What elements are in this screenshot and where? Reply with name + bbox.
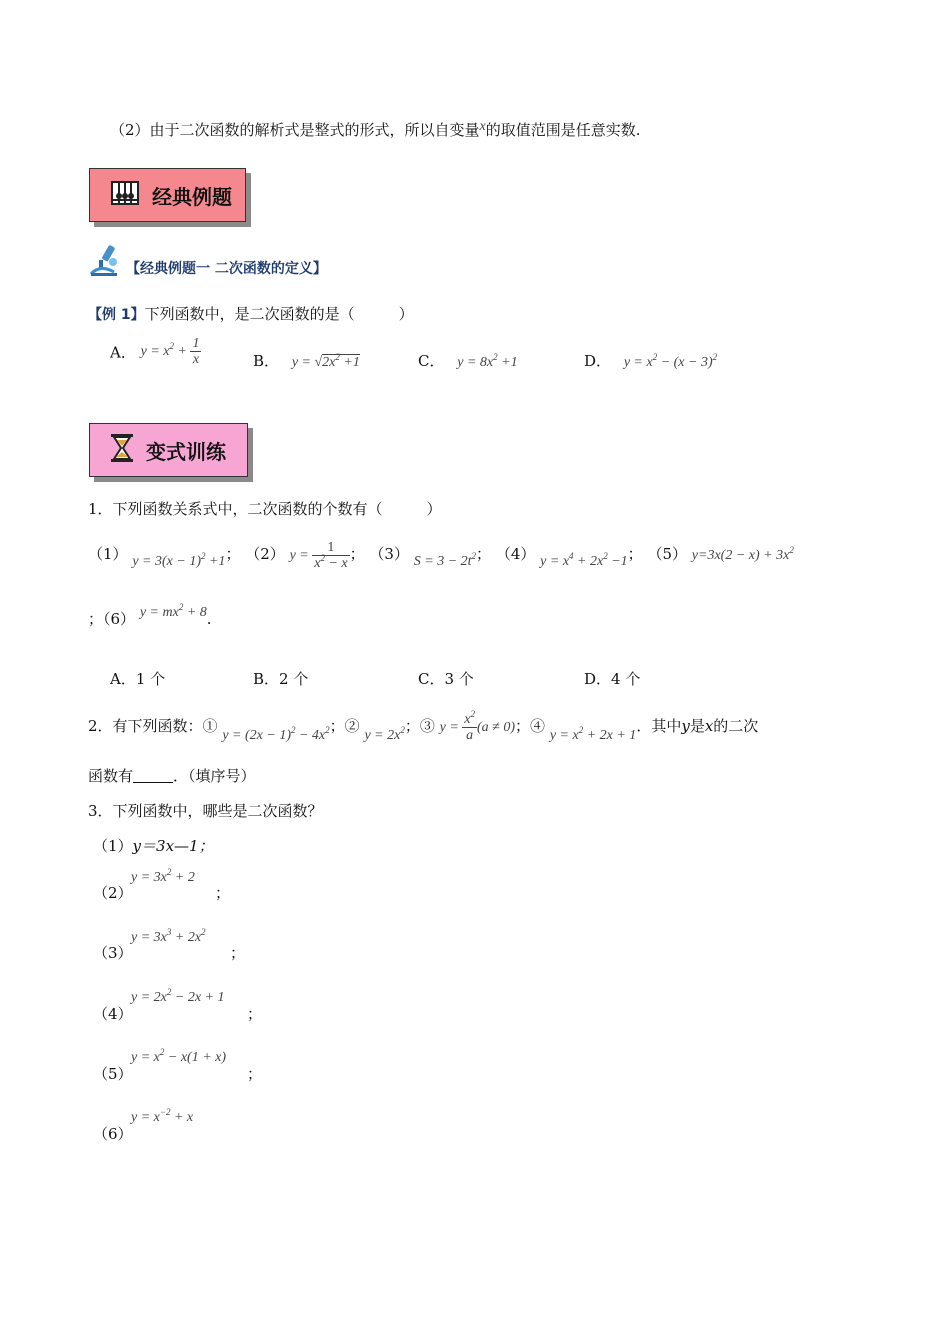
- q1-item6-expr: $y = mx^2 + 8$: [139, 602, 207, 620]
- option-b-expr: $y = √2x^2 +1$: [291, 352, 360, 370]
- q2-stem: 2．有下列函数：①: [88, 717, 218, 736]
- option-d-expr: $y = x^2 - (x - 3)^2$: [623, 352, 718, 370]
- q1-option-c: C．3 个: [418, 670, 474, 688]
- microscope-icon: [88, 242, 124, 282]
- q1-items-line1: [88, 540, 794, 572]
- q2-f1: $y = (2x - 1)^2 - 4x^2$: [222, 725, 330, 744]
- intro-text-after: 的取值范围是任意实数.: [485, 121, 641, 139]
- q1-stem: [88, 498, 442, 519]
- q1-sep5: ；: [88, 610, 104, 628]
- banner-variant-training: [89, 423, 248, 477]
- q1-item2-expr: y = $\frac{1}{x^2 - x}$: [289, 540, 348, 572]
- q2-c3: ；③: [404, 717, 435, 736]
- q2-f2: $y = 2x^2$: [364, 725, 405, 744]
- option-b-label: B．: [253, 352, 280, 370]
- q3-part2-expr: $y = 3x^2 + 2$: [131, 867, 195, 885]
- example1-close: ）: [398, 305, 414, 323]
- q2-answer-blank[interactable]: [133, 768, 173, 783]
- q3-part4-label: （4）: [93, 1005, 133, 1023]
- q2-x: x: [704, 717, 714, 736]
- q2-tail2: 是: [689, 717, 705, 736]
- q3-part3-label: （3）: [93, 944, 133, 962]
- q2-line2-tail: ．（填序号）: [173, 767, 256, 785]
- section-title: 【经典例题一 二次函数的定义】: [126, 261, 327, 277]
- example1-question: [88, 303, 414, 324]
- q1-items-line2: [88, 602, 212, 629]
- q3-part5-expr: $y = x^2 - x(1 + x)$: [131, 1047, 227, 1065]
- q3-part1-text: y＝3x—1；: [132, 837, 214, 855]
- q1-item2-label: （2）: [245, 545, 285, 564]
- q3-part6-expr: $y = x^{-2} + x$: [131, 1107, 194, 1125]
- option-a-expr: $y = x^2$ + $\frac{1}{x}$: [140, 336, 200, 368]
- q1-close: ）: [426, 500, 442, 518]
- q1-item5-expr: $y=3x(2 - x) + 3x^2$: [691, 545, 794, 564]
- q3-part5-semicolon: ；: [247, 1065, 263, 1083]
- q1-sep3: ；: [476, 545, 492, 564]
- q3-part5-label: （5）: [93, 1065, 133, 1083]
- q2-line2: [88, 765, 256, 786]
- q1-option-d: D．4 个: [584, 670, 641, 688]
- q2-c4: ；④: [515, 717, 546, 736]
- example1-option-a: [110, 336, 201, 368]
- q1-item3-label: （3）: [369, 545, 409, 564]
- example1-tag: 【例 1】: [88, 307, 145, 323]
- q1-item1-label: （1）: [88, 545, 128, 564]
- q2-f4: $y = x^2 + 2x + 1$: [549, 725, 637, 744]
- q1-item6-label: （6）: [103, 610, 136, 628]
- q1-sep1: ；: [225, 545, 241, 564]
- q3-part6-label: （6）: [93, 1125, 133, 1143]
- q3-part3-expr: $y = 3x^3 + 2x^2$: [131, 927, 206, 945]
- q2-line1: [88, 709, 759, 744]
- q1-item1-expr: $y = 3(x - 1)^2 +1$: [132, 551, 226, 570]
- q2-y: y: [681, 717, 690, 736]
- q3-part2-label: （2）: [93, 884, 133, 902]
- q1-sep4: ；: [627, 545, 643, 564]
- banner-classic-examples: [89, 168, 246, 222]
- example1-option-d: [584, 350, 717, 371]
- banner-classic-examples-label: 经典例题: [152, 184, 232, 209]
- banner-variant-training-label: 变式训练: [146, 439, 226, 464]
- intro-line: [110, 119, 641, 140]
- sqrt-symbol: √: [314, 355, 323, 370]
- q1-stem-text: 1．下列函数关系式中，二次函数的个数有（: [88, 500, 383, 518]
- q3-part2-semicolon: ；: [215, 884, 231, 902]
- q2-f3: y = $\frac{x^2}{a}$ (a ≠ 0): [439, 709, 516, 744]
- example1-option-b: [253, 350, 360, 371]
- q1-option-b: B．2 个: [253, 670, 309, 688]
- abacus-icon: [110, 180, 140, 211]
- q3-stem: 3．下列函数中，哪些是二次函数？: [88, 802, 323, 820]
- q3-part4-expr: $y = 2x^2 - 2x + 1$: [131, 987, 225, 1005]
- section-title-row: [88, 242, 327, 282]
- q3-part1: [93, 835, 214, 856]
- q2-tail: ．其中: [636, 717, 682, 736]
- q3-part3: [93, 927, 293, 970]
- q1-item4-expr: $y = x^4 + 2x^2 -1$: [540, 551, 628, 570]
- q3-part6: [93, 1107, 293, 1150]
- q2-line2-text: 函数有: [88, 767, 134, 785]
- intro-var: x: [479, 119, 486, 134]
- option-c-expr: $y = 8x^2 +1$: [457, 352, 518, 370]
- option-c-label: C．: [418, 352, 445, 370]
- q3-part1-label: （1）: [93, 837, 133, 855]
- hourglass-icon: [110, 433, 134, 468]
- example1-question-text: 下列函数中，是二次函数的是（: [144, 305, 355, 323]
- option-d-label: D．: [584, 352, 612, 370]
- q1-period: .: [206, 610, 212, 628]
- q2-c2: ；②: [329, 717, 360, 736]
- q3-part2: [93, 867, 293, 910]
- q3-part5: [93, 1047, 293, 1090]
- q1-item4-label: （4）: [495, 545, 536, 564]
- q3-part4-semicolon: ；: [247, 1005, 263, 1023]
- q3-part3-semicolon: ；: [230, 944, 246, 962]
- option-a-label: A．: [110, 343, 136, 362]
- q1-item5-label: （5）: [647, 545, 688, 564]
- q1-option-a: A．1 个: [110, 670, 166, 688]
- example1-option-c: [418, 350, 518, 371]
- q2-tail3: 的二次: [713, 717, 759, 736]
- intro-text-before: （2）由于二次函数的解析式是整式的形式，所以自变量: [110, 121, 480, 139]
- q1-sep2: ；: [349, 545, 365, 564]
- q3-part4: [93, 987, 293, 1030]
- q1-item3-expr: $S = 3 - 2t^2$: [413, 551, 477, 570]
